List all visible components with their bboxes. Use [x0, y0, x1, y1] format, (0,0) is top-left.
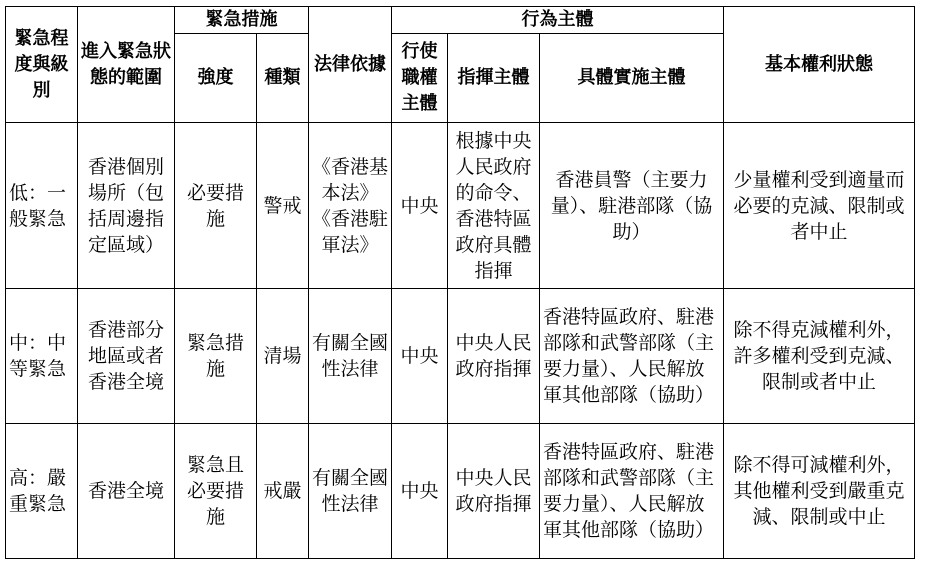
header-strength: 強度: [175, 34, 257, 123]
cell-level: 低：一般緊急: [6, 123, 78, 289]
table-row: [6, 123, 915, 289]
header-type: 種類: [257, 34, 309, 123]
header-scope: 進入緊急狀態的範圍: [78, 7, 175, 123]
cell-implement: 香港員警（主要力量）、駐港部隊（協助）: [540, 123, 724, 289]
cell-command: 根據中央人民政府的命令、香港特區政府具體指揮: [448, 123, 540, 289]
cell-type: 戒嚴: [257, 424, 309, 559]
cell-implement: 香港特區政府、駐港部隊和武警部隊（主要力量）、人民解放軍其他部隊（協助）: [540, 424, 724, 559]
cell-scope: 香港全境: [78, 424, 175, 559]
header-actors: 行為主體: [392, 7, 724, 34]
cell-rights: 除不得可減權利外，其他權利受到嚴重克減、限制或中止: [724, 424, 915, 559]
cell-authority: 中央: [392, 424, 448, 559]
cell-authority: 中央: [392, 289, 448, 424]
emergency-levels-table: [5, 6, 915, 559]
cell-strength: 緊急措施: [175, 289, 257, 424]
cell-implement: 香港特區政府、駐港部隊和武警部隊（主要力量）、人民解放軍其他部隊（協助）: [540, 289, 724, 424]
cell-scope: 香港部分地區或者香港全境: [78, 289, 175, 424]
cell-type: 警戒: [257, 123, 309, 289]
cell-legal-basis: 《香港基本法》《香港駐軍法》: [309, 123, 392, 289]
cell-rights: 除不得克減權利外，許多權利受到克減、限制或者中止: [724, 289, 915, 424]
header-implement: 具體實施主體: [540, 34, 724, 123]
cell-rights: 少量權利受到適量而必要的克減、限制或者中止: [724, 123, 915, 289]
cell-legal-basis: 有關全國性法律: [309, 424, 392, 559]
cell-level: 高：嚴重緊急: [6, 424, 78, 559]
cell-command: 中央人民政府指揮: [448, 424, 540, 559]
header-measures: 緊急措施: [175, 7, 309, 34]
cell-level: 中：中等緊急: [6, 289, 78, 424]
table-row: [6, 424, 915, 559]
cell-strength: 緊急且必要措施: [175, 424, 257, 559]
header-authority: 行使職權主體: [392, 34, 448, 123]
cell-command: 中央人民政府指揮: [448, 289, 540, 424]
cell-authority: 中央: [392, 123, 448, 289]
cell-scope: 香港個別場所（包括周邊指定區域）: [78, 123, 175, 289]
header-rights: 基本權利狀態: [724, 7, 915, 123]
cell-type: 清場: [257, 289, 309, 424]
header-level: 緊急程度與級別: [6, 7, 78, 123]
header-legal-basis: 法律依據: [309, 7, 392, 123]
cell-legal-basis: 有關全國性法律: [309, 289, 392, 424]
cell-strength: 必要措施: [175, 123, 257, 289]
table-row: [6, 289, 915, 424]
header-command: 指揮主體: [448, 34, 540, 123]
